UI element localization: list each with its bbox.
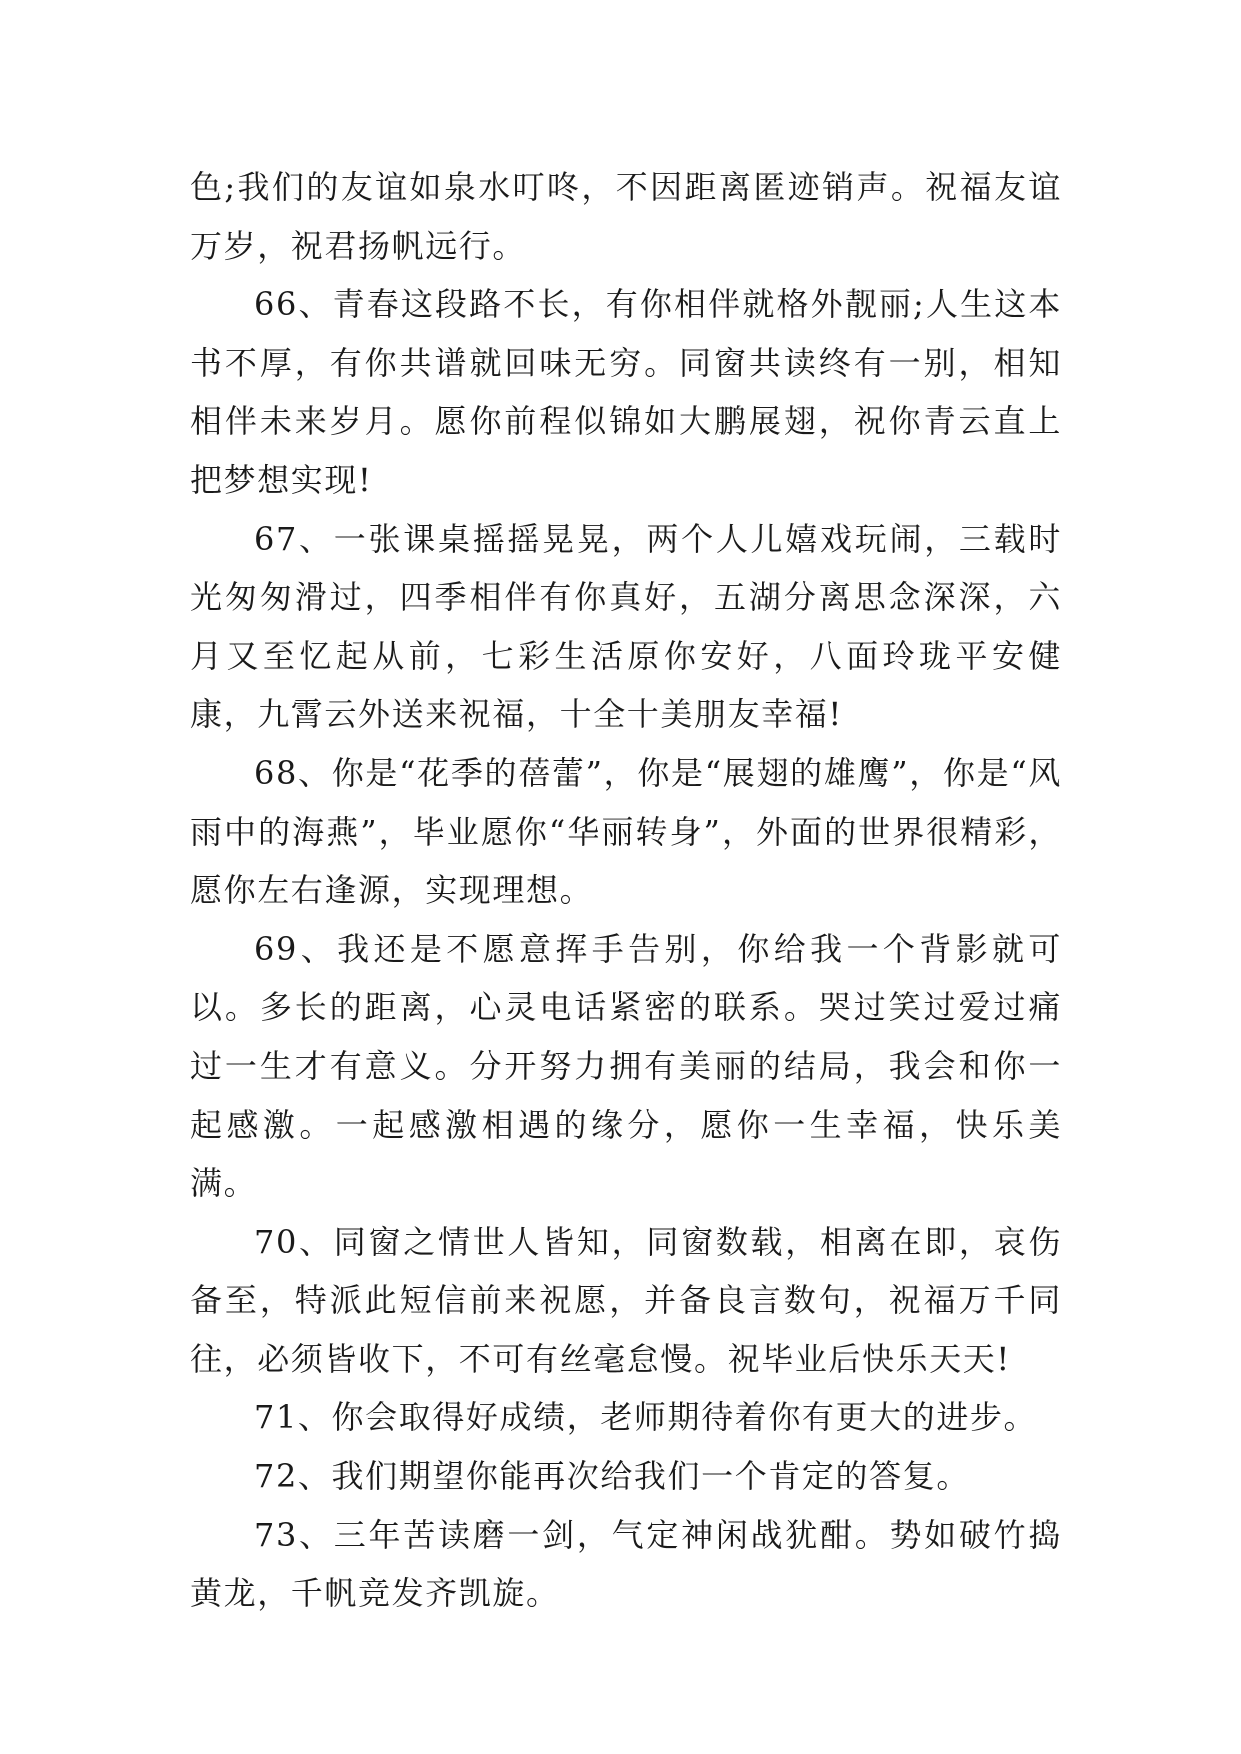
paragraph-73: 73、三年苦读磨一剑，气定神闲战犹酣。势如破竹捣黄龙，千帆竞发齐凯旋。 <box>190 1515 1062 1613</box>
paragraph-72: 72、我们期望你能再次给我们一个肯定的答复。 <box>254 1457 970 1496</box>
paragraph-71: 71、你会取得好成绩，老师期待着你有更大的进步。 <box>254 1398 1038 1437</box>
paragraph-70: 70、同窗之情世人皆知，同窗数载，相离在即，哀伤备至，特派此短信前来祝愿，并备良言数句，祝福万千同往，必须皆收下，不可有丝毫怠慢。祝毕业后快乐天天! <box>190 1222 1062 1378</box>
paragraph-67: 67、一张课桌摇摇晃晃，两个人儿嬉戏玩闹，三载时光匆匆滑过，四季相伴有你真好，五湖分离思念深深，六月又至忆起从前，七彩生活原你安好，八面玲珑平安健康，九霄云外送来祝福，十全十美朋友幸福! <box>190 519 1062 734</box>
paragraph-68: 68、你是“花季的蓓蕾”，你是“展翅的雄鹰”，你是“风雨中的海燕”，毕业愿你“华丽转身”，外面的世界很精彩，愿你左右逢源，实现理想。 <box>190 753 1062 910</box>
paragraph-continued: 色;我们的友谊如泉水叮咚，不因距离匿迹销声。祝福友谊万岁，祝君扬帆远行。 <box>190 168 1062 265</box>
document-body <box>190 158 1062 1623</box>
paragraph-69: 69、我还是不愿意挥手告别，你给我一个背影就可以。多长的距离，心灵电话紧密的联系。哭过笑过爱过痛过一生才有意义。分开努力拥有美丽的结局，我会和你一起感激。一起感激相遇的缘分，愿你一生幸福，快乐美满。 <box>190 929 1062 1203</box>
paragraph-66: 66、青春这段路不长，有你相伴就格外靓丽;人生这本书不厚，有你共谱就回味无穷。同窗共读终有一别，相知相伴未来岁月。愿你前程似锦如大鹏展翅，祝你青云直上把梦想实现! <box>190 285 1062 499</box>
